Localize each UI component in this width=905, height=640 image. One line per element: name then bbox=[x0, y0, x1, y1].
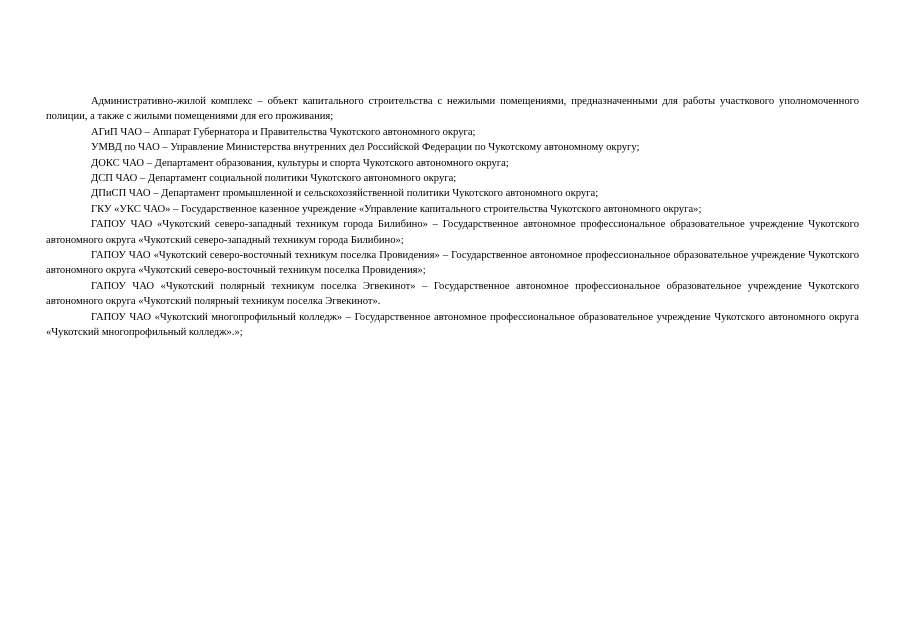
paragraph-umvd-chao: УМВД по ЧАО – Управление Министерства внутренних дел Российской Федерации по Чукотскому автономному округу; bbox=[91, 142, 640, 154]
paragraph-gapou-provideniya: ГАПОУ ЧАО «Чукотский северо-восточный техникум поселка Провидения» – Государственное автономное профессиональное образовательное учреждение Чукотского автономного округа «Чукотский северо-восточный техникум поселка Провидения»; bbox=[46, 250, 859, 277]
paragraph-doks-chao: ДОКС ЧАО – Департамент образования, культуры и спорта Чукотского автономного округа; bbox=[91, 157, 509, 169]
paragraph-gapou-bilibino: ГАПОУ ЧАО «Чукотский северо-западный техникум города Билибино» – Государственное автономное профессиональное образовательное учреждение Чукотского автономного округа «Чукотский северо-западный техникум города Билибино»; bbox=[46, 219, 859, 246]
paragraph-dpisp-chao: ДПиСП ЧАО – Департамент промышленной и сельскохозяйственной политики Чукотского автономного округа; bbox=[91, 188, 599, 200]
paragraph-gapou-egvekinot: ГАПОУ ЧАО «Чукотский полярный техникум поселка Эгвекинот» – Государственное автономное профессиональное образовательное учреждение Чукотского автономного округа «Чукотский полярный техникум поселка Эгвекинот». bbox=[46, 280, 859, 308]
paragraph-dsp-chao: ДСП ЧАО – Департамент социальной политики Чукотского автономного округа; bbox=[91, 173, 457, 185]
paragraph-gapou-multiprofile-college: ГАПОУ ЧАО «Чукотский многопрофильный колледж» – Государственное автономное профессиональное образовательное учреждение Чукотского автономного округа «Чукотский многопрофильный колледж».»; bbox=[46, 311, 859, 339]
paragraph-agip-chao: АГиП ЧАО – Аппарат Губернатора и Правительства Чукотского автономного округа; bbox=[91, 126, 476, 138]
paragraph-gku-uks-chao: ГКУ «УКС ЧАО» – Государственное казенное учреждение «Управление капитального строительства Чукотского автономного округа»; bbox=[91, 203, 702, 215]
paragraph-residential-complex: Административно-жилой комплекс – объект капитального строительства с нежилыми помещениями, предназначенными для работы участкового уполномоченного полиции, а также с жилыми помещениями для его проживания; bbox=[46, 96, 859, 123]
document-body bbox=[46, 94, 859, 341]
